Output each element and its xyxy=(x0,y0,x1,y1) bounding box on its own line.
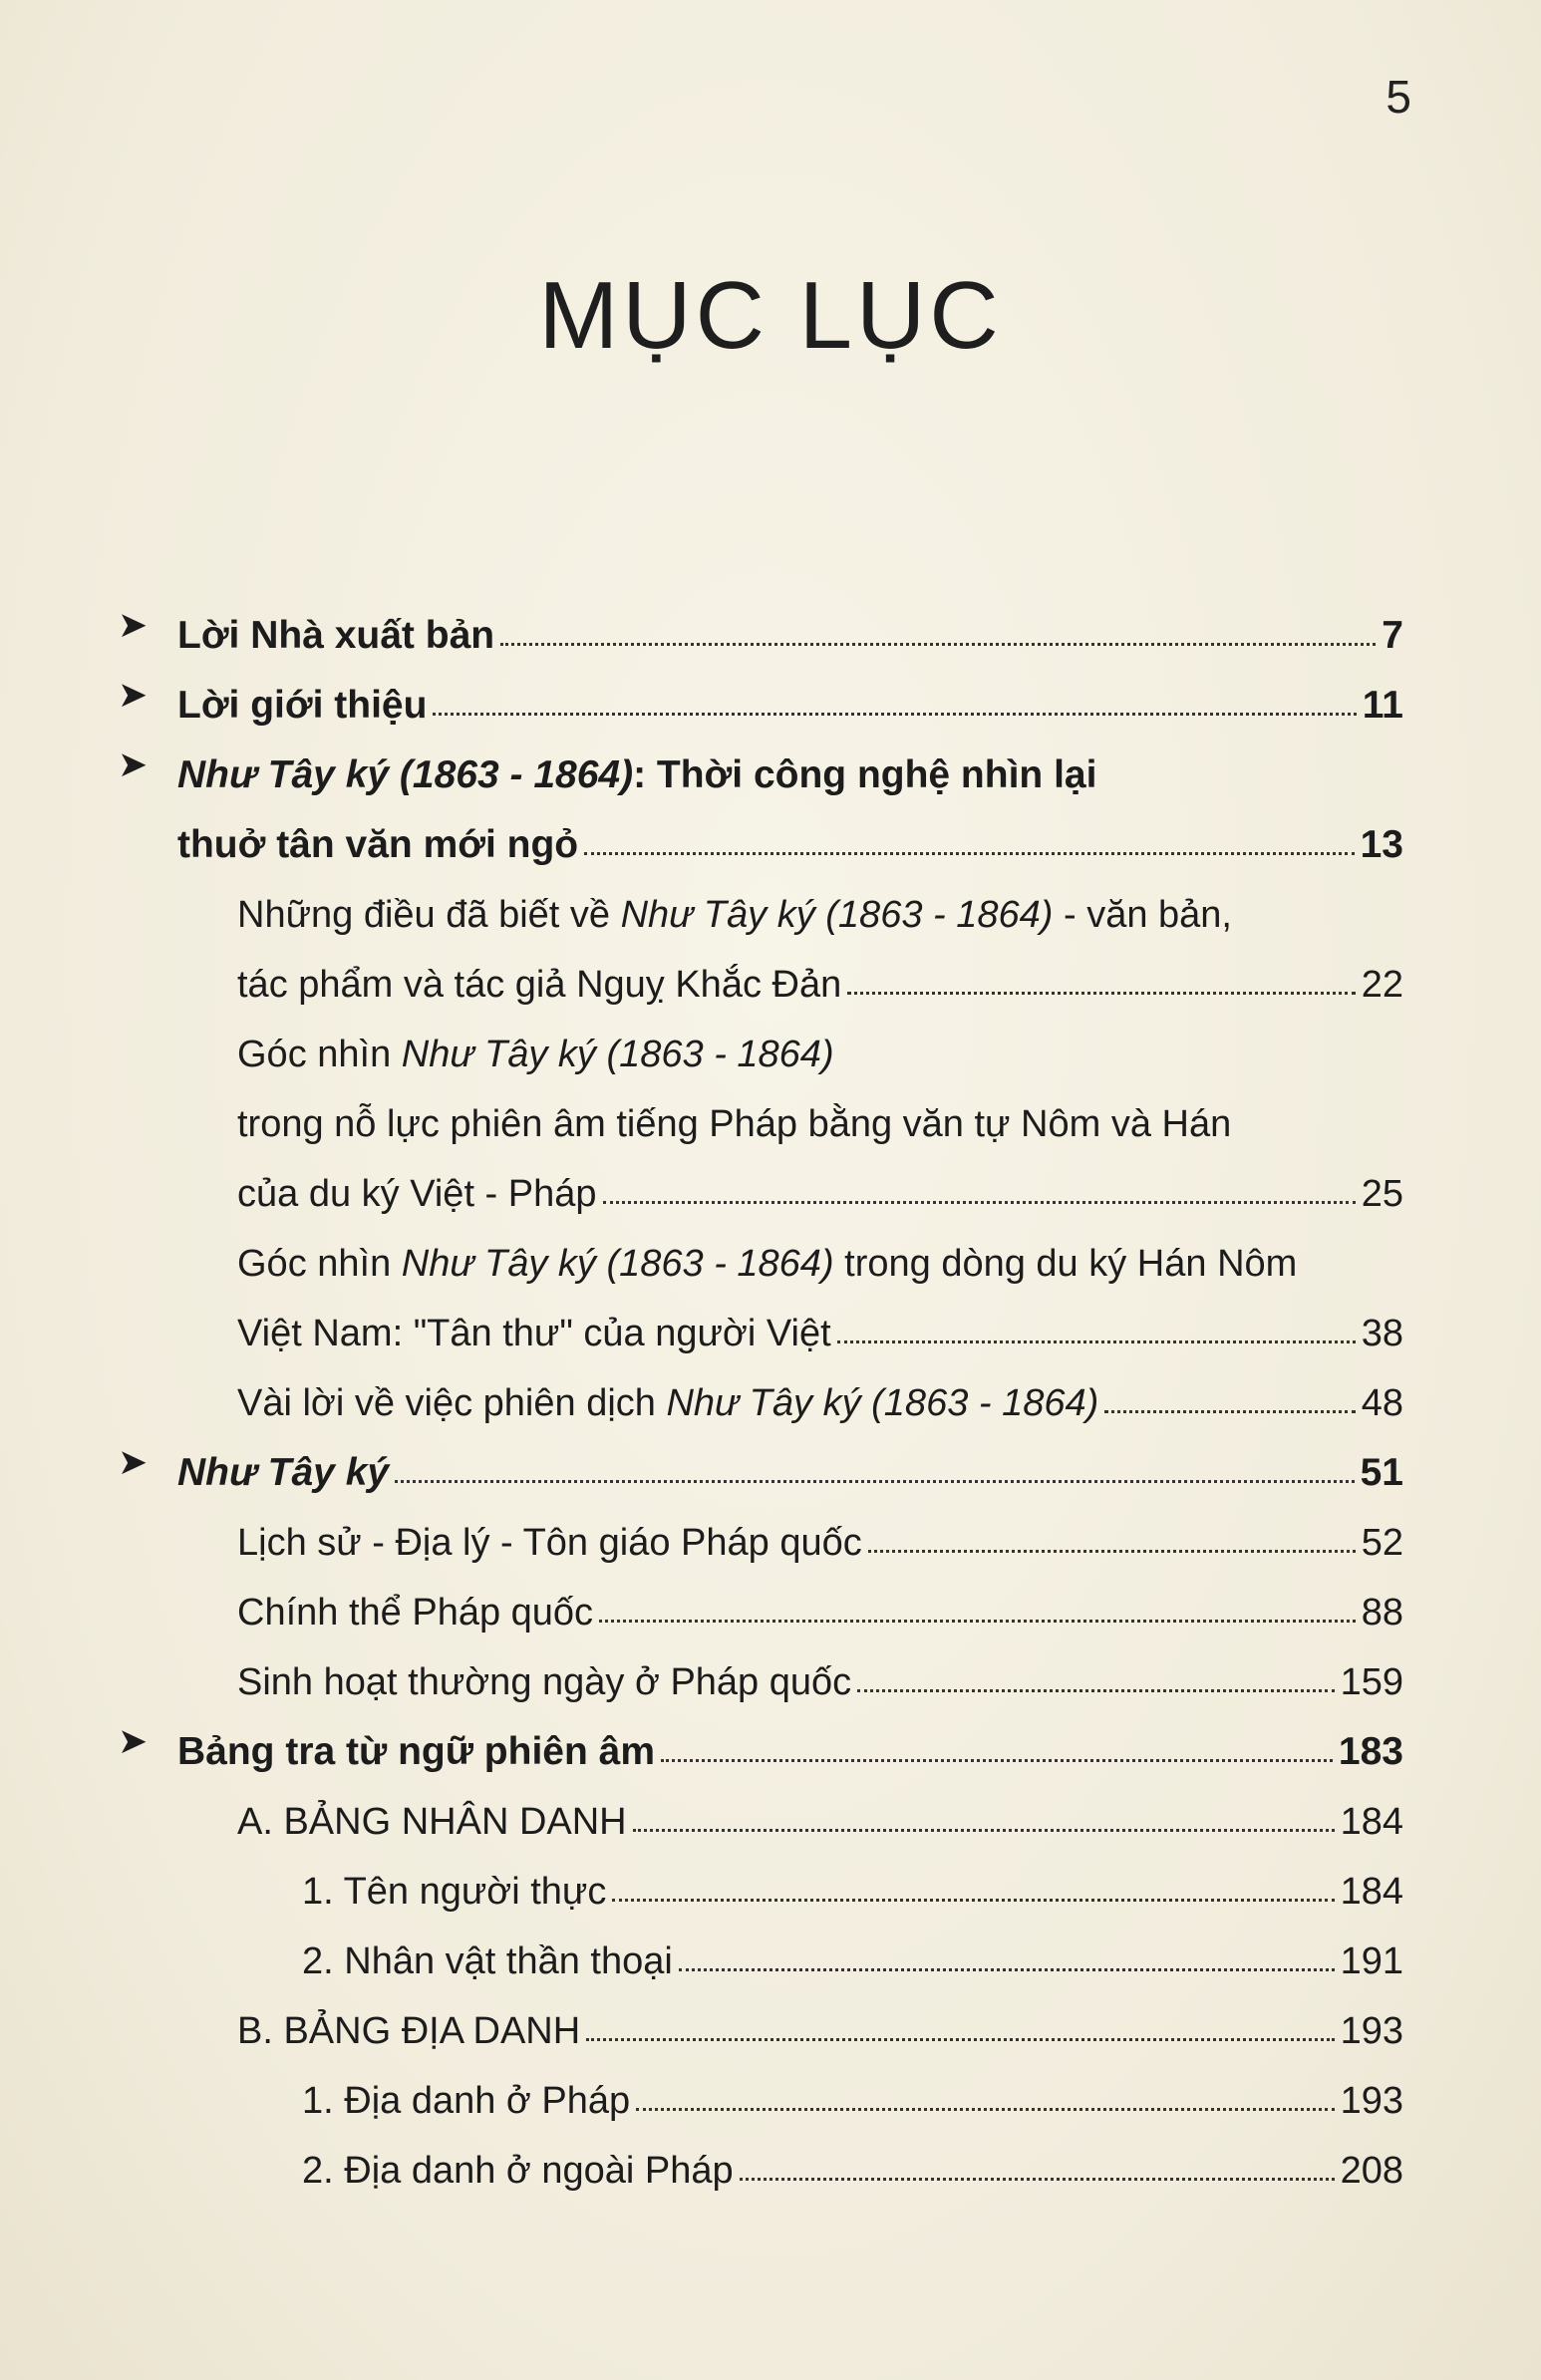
toc-entry-page: 184 xyxy=(1340,1801,1403,1843)
toc-entry-glossary[interactable] xyxy=(118,1704,1403,1774)
dot-leader xyxy=(740,2178,1335,2181)
toc-entry-introduction[interactable] xyxy=(118,658,1403,728)
toc-entry-page: 51 xyxy=(1360,1451,1403,1494)
arrowhead-bullet-icon: ➤ xyxy=(118,1720,149,1761)
toc-entry-page: 183 xyxy=(1338,1730,1403,1773)
toc-entry-label: 1. Tên người thực xyxy=(302,1871,607,1913)
dot-leader xyxy=(603,1201,1356,1204)
dot-leader xyxy=(661,1759,1333,1762)
toc-entry-label: Chính thể Pháp quốc xyxy=(237,1592,594,1634)
toc-entry-label: - văn bản, xyxy=(1053,894,1232,936)
dot-leader xyxy=(586,2038,1334,2041)
toc-entry-places-france[interactable] xyxy=(118,2053,1403,2123)
dot-leader xyxy=(837,1340,1356,1343)
toc-entry-place-names[interactable] xyxy=(118,1983,1403,2053)
arrowhead-bullet-icon: ➤ xyxy=(118,674,149,715)
toc-entry-label: Lịch sử - Địa lý - Tôn giáo Pháp quốc xyxy=(237,1522,862,1564)
toc-entry-label-cont: trong nỗ lực phiên âm tiếng Pháp bằng văn tự Nôm và Hán xyxy=(237,1103,1232,1145)
toc-entry-label: trong dòng du ký Hán Nôm xyxy=(833,1243,1298,1285)
toc-entry-label: Lời giới thiệu xyxy=(177,684,428,727)
dot-leader xyxy=(500,643,1376,646)
toc-entry-main-text[interactable] xyxy=(118,1425,1403,1495)
toc-entry-label: B. BẢNG ĐỊA DANH xyxy=(237,2010,581,2052)
toc-entry-label: Vài lời về việc phiên dịch xyxy=(237,1382,667,1424)
toc-entry-history[interactable] xyxy=(118,1495,1403,1565)
toc-entry-daily-life[interactable] xyxy=(118,1635,1403,1704)
toc-entry-label: Những điều đã biết về xyxy=(237,894,621,936)
toc-entry-translation-notes[interactable] xyxy=(118,1355,1403,1425)
book-title: Như Tây ký (1863 - 1864) xyxy=(666,1382,1099,1424)
toc-entry-label: Góc nhìn xyxy=(237,1243,402,1285)
toc-entry-page: 193 xyxy=(1340,2080,1403,2122)
toc-entry-page: 48 xyxy=(1361,1382,1403,1424)
toc-entry-essay[interactable] xyxy=(118,728,1403,867)
arrowhead-bullet-icon: ➤ xyxy=(118,744,149,784)
toc-entry-real-people[interactable] xyxy=(118,1844,1403,1914)
toc-entry-label: 1. Địa danh ở Pháp xyxy=(302,2080,631,2122)
arrowhead-bullet-icon: ➤ xyxy=(118,1441,149,1482)
toc-entry-label: Lời Nhà xuất bản xyxy=(177,614,495,657)
toc-entry-page: 7 xyxy=(1382,614,1403,657)
toc-entry-person-names[interactable] xyxy=(118,1774,1403,1844)
dot-leader xyxy=(1104,1410,1355,1413)
dot-leader xyxy=(857,1689,1334,1692)
toc-entry-label: A. BẢNG NHÂN DANH xyxy=(237,1801,627,1843)
arrowhead-bullet-icon: ➤ xyxy=(118,604,149,645)
dot-leader xyxy=(584,852,1354,855)
toc-entry-page: 208 xyxy=(1340,2150,1403,2192)
dot-leader xyxy=(847,992,1356,995)
toc-entry-label: 2. Nhân vật thần thoại xyxy=(302,1940,673,1982)
toc-entry-mythical-figures[interactable] xyxy=(118,1914,1403,1983)
toc-entry-page: 193 xyxy=(1340,2010,1403,2052)
dot-leader xyxy=(633,1829,1335,1832)
toc-entry-label-cont: tác phẩm và tác giả Nguỵ Khắc Đản xyxy=(237,964,842,1006)
table-of-contents xyxy=(118,588,1403,2193)
toc-entry-label-cont: của du ký Việt - Pháp xyxy=(237,1173,597,1215)
toc-entry-label: Góc nhìn xyxy=(237,1034,402,1075)
book-title: Như Tây ký (1863 - 1864) xyxy=(401,1243,834,1285)
toc-entry-page: 52 xyxy=(1361,1522,1403,1564)
book-title: Như Tây ký (1863 - 1864) xyxy=(401,1034,834,1075)
toc-entry-page: 88 xyxy=(1361,1592,1403,1634)
book-title: Như Tây ký (1863 - 1864) xyxy=(620,894,1054,936)
dot-leader xyxy=(679,1968,1335,1971)
toc-entry-page: 25 xyxy=(1361,1173,1403,1215)
book-title: Như Tây ký xyxy=(177,1451,390,1494)
page-title: MỤC LỤC xyxy=(538,262,1003,369)
dot-leader xyxy=(636,2108,1334,2111)
toc-entry-page: 159 xyxy=(1340,1661,1403,1703)
toc-entry-government[interactable] xyxy=(118,1565,1403,1635)
page-number: 5 xyxy=(1386,71,1411,123)
toc-entry-travelogue-view[interactable] xyxy=(118,1216,1403,1355)
toc-entry-label-cont: Việt Nam: "Tân thư" của người Việt xyxy=(237,1313,831,1354)
toc-entry-label: Sinh hoạt thường ngày ở Pháp quốc xyxy=(237,1661,852,1703)
toc-entry-publisher-note[interactable] xyxy=(118,588,1403,658)
dot-leader xyxy=(612,1899,1334,1902)
toc-entry-page: 22 xyxy=(1361,964,1403,1006)
toc-entry-page: 13 xyxy=(1360,823,1403,866)
toc-entry-page: 184 xyxy=(1340,1871,1403,1913)
toc-entry-label-cont: thuở tân văn mới ngỏ xyxy=(177,823,579,866)
toc-entry-places-abroad[interactable] xyxy=(118,2123,1403,2193)
toc-entry-label: 2. Địa danh ở ngoài Pháp xyxy=(302,2150,734,2192)
toc-entry-label: Bảng tra từ ngữ phiên âm xyxy=(177,1730,656,1773)
toc-entry-page: 11 xyxy=(1362,684,1403,727)
dot-leader xyxy=(433,713,1356,716)
book-title: Như Tây ký (1863 - 1864) xyxy=(177,753,634,796)
toc-entry-page: 38 xyxy=(1361,1313,1403,1354)
toc-entry-phonetic-view[interactable] xyxy=(118,1007,1403,1216)
dot-leader xyxy=(395,1480,1355,1483)
toc-entry-known-facts[interactable] xyxy=(118,867,1403,1007)
toc-entry-label: : Thời công nghệ nhìn lại xyxy=(633,753,1097,796)
dot-leader xyxy=(599,1620,1356,1623)
toc-entry-page: 191 xyxy=(1340,1940,1403,1982)
dot-leader xyxy=(868,1550,1356,1553)
